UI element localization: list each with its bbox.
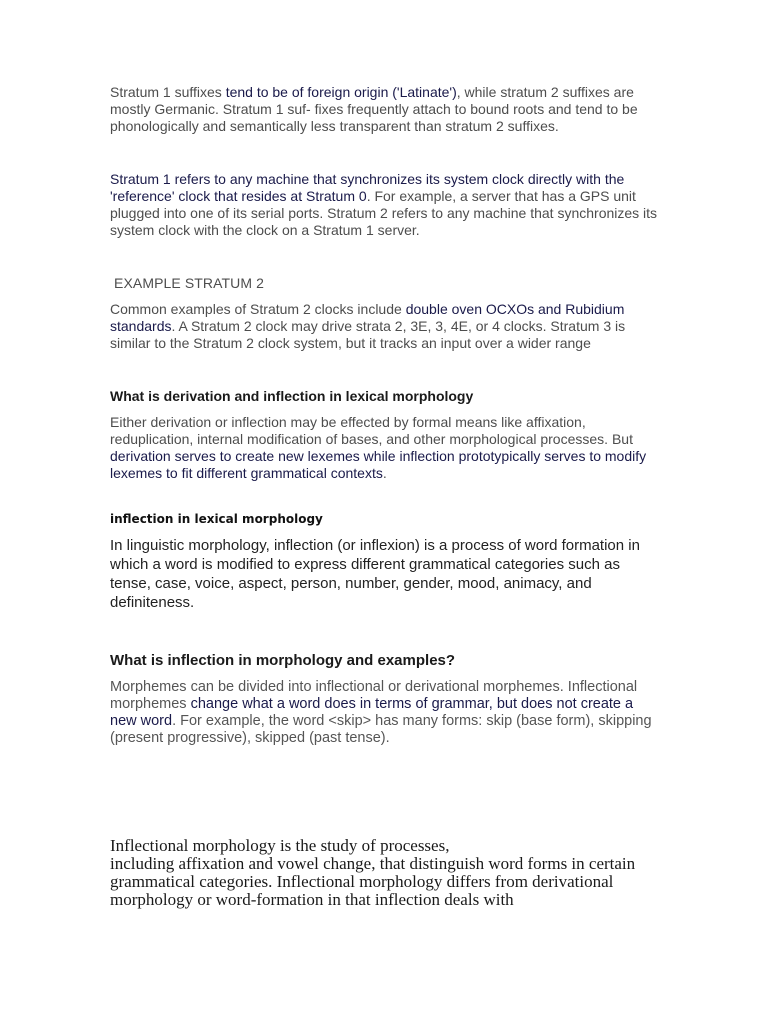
paragraph-derivation-inflection: [110, 414, 658, 482]
highlighted-text: derivation serves to create new lexemes while inflection prototypically serves to modify lexemes to fit different grammatical contexts: [110, 448, 647, 481]
text: .: [382, 465, 387, 481]
paragraph-inflection-definition: In linguistic morphology, inflection (or inflexion) is a process of word formation in which a word is modified to express different grammatical categories such as tense, case, voice, aspect, person, number, gender, mood, animacy, and definiteness.: [110, 537, 640, 611]
text-line-2: including affixation and vowel change, that distinguish word forms in certain grammatical categories. Inflectional morphology differs from derivational morphology or word-formation in that inflection deals with: [110, 854, 636, 909]
heading-inflection-examples: What is inflection in morphology and examples?: [110, 652, 456, 669]
heading-example-stratum-2: EXAMPLE STRATUM 2: [114, 275, 265, 291]
text: . A Stratum 2 clock may drive strata 2, 3E, 3, 4E, or 4 clocks. Stratum 3 is similar to the Stratum 2 clock system, but it tracks an input over a wider range: [110, 318, 626, 351]
heading-inflection-lexical: inflection in lexical morphology: [110, 512, 323, 526]
paragraph-inflectional-morphology: [110, 837, 658, 909]
highlighted-text: Stratum 1 refers to any machine that synchronizes its system clock directly with the 'reference' clock that resides at Stratum 0: [110, 171, 625, 204]
paragraph-stratum-clock: [110, 171, 658, 239]
paragraph-stratum-2-clocks: [110, 301, 658, 352]
text: Morphemes can be divided into inflectional or derivational morphemes. Inflectional morphemes: [110, 679, 638, 712]
highlighted-text: double oven OCXOs and Rubidium standards: [110, 301, 625, 334]
heading-derivation-inflection: What is derivation and inflection in lexical morphology: [110, 388, 474, 404]
text: . For example, a server that has a GPS unit plugged into one of its serial ports. Stratum 2 refers to any machine that synchronizes its system clock with the clock on a Stratum 1 server.: [110, 188, 658, 238]
highlighted-text: change what a word does in terms of grammar, but does not create a new word: [110, 696, 634, 729]
text-line-1: Inflectional morphology is the study of processes,: [110, 836, 450, 855]
text: Either derivation or inflection may be effected by formal means like affixation, reduplication, internal modification of bases, and other morphological processes. But: [110, 414, 633, 447]
paragraph-morphemes: [110, 679, 658, 747]
text: , while stratum 2 suffixes are mostly Germanic. Stratum 1 suf- fixes frequently attach to bound roots and tend to be phonologically and semantically less transparent than stratum 2 suffixes.: [110, 84, 638, 134]
text: . For example, the word <skip> has many forms: skip (base form), skipping (present progressive), skipped (past tense).: [110, 713, 652, 746]
text: Stratum 1 suffixes: [110, 84, 226, 100]
highlighted-text: tend to be of foreign origin ('Latinate'): [225, 84, 457, 100]
paragraph-stratum-suffixes: [110, 84, 658, 135]
text: Common examples of Stratum 2 clocks include: [110, 301, 406, 317]
document-page: [110, 84, 658, 909]
